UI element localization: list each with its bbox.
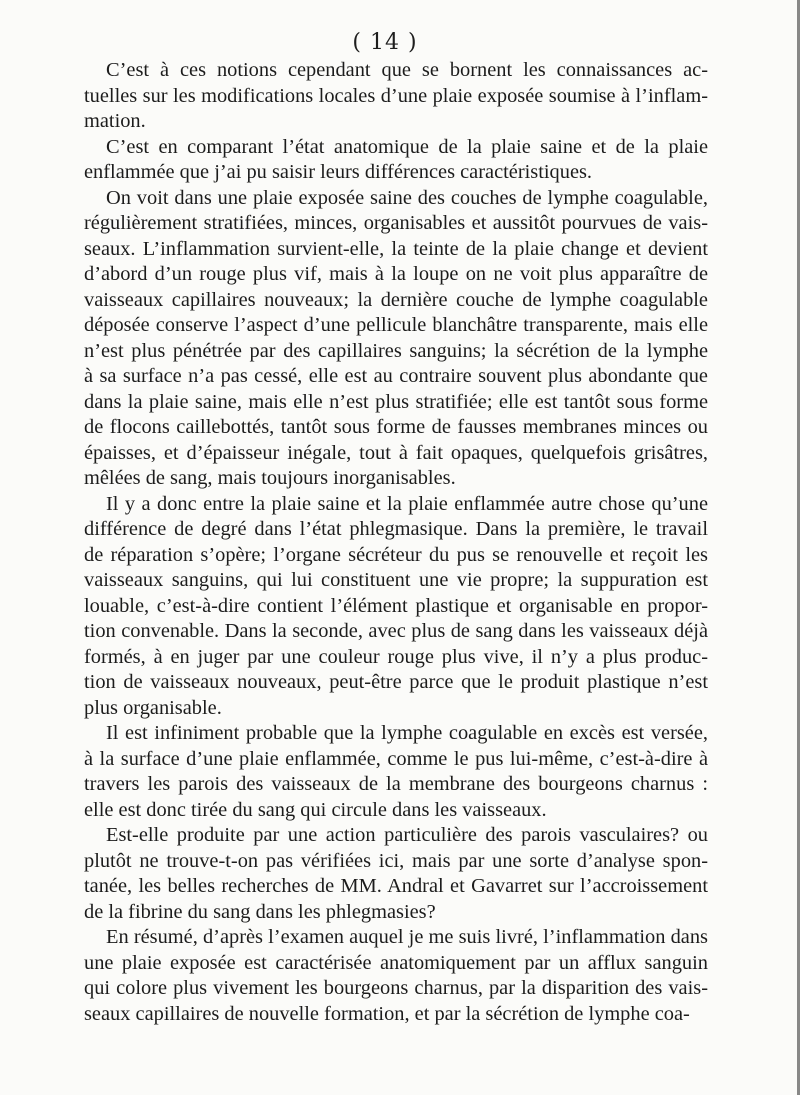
text-line: vaisseaux sanguins, qui lui constituent une vie propre; la suppuration est [84,569,708,591]
text-line: épaisses, et d’épaisseur inégale, tout à fait opaques, quelquefois grisâtres, [84,441,708,464]
text-line: enflammée que j’ai pu saisir leurs différences caractéristiques. [84,161,593,183]
paragraph [62,58,708,135]
page-number: ( 14 ) [352,30,418,55]
text-line: mêlées de sang, mais toujours inorganisables. [84,467,456,489]
text-line: de la fibrine du sang dans les phlegmasies? [84,900,436,923]
text-line: régulièrement stratifiées, minces, organisables et aussitôt pourvues de vais- [84,212,708,234]
text-line: une plaie exposée est caractérisée anatomiquement par un afflux sanguin [84,951,708,974]
text-line: qui colore plus vivement les bourgeons charnus, par la disparition des vais- [84,977,708,999]
text-line: plutôt ne trouve-t-on pas vérifiées ici, mais par une sorte d’analyse spon- [84,849,708,872]
text-line: différence de degré dans l’état phlegmasique. Dans la première, le travail [84,518,708,540]
text-line: C’est en comparant l’état anatomique de la plaie saine et de la plaie [106,135,708,158]
text-line: déposée conserve l’aspect d’une pellicule blanchâtre transparente, mais elle [84,314,708,336]
text-line: vaisseaux capillaires nouveaux; la dernière couche de lymphe coagulable [84,288,708,311]
text-line: tanée, les belles recherches de MM. Andral et Gavarret sur l’accroissement [84,875,708,897]
text-line: de flocons caillebottés, tantôt sous forme de fausses membranes minces ou [84,416,708,438]
text-line: à la surface d’une plaie enflammée, comme le pus lui-même, c’est-à-dire à [84,747,708,770]
text-line: Il y a donc entre la plaie saine et la plaie enflammée autre chose qu’une [106,492,708,515]
paragraph [62,135,708,186]
text-line: d’abord d’un rouge plus vif, mais à la loupe on ne voit plus apparaître de [84,263,708,285]
text-line: plus organisable. [84,696,222,719]
paragraph [62,721,708,823]
body-text [62,58,708,1027]
text-line: Est-elle produite par une action particulière des parois vasculaires? ou [106,824,708,846]
text-line: de réparation s’opère; l’organe sécréteur du pus se renouvelle et reçoit les [84,543,708,566]
paragraph [62,823,708,925]
text-line: On voit dans une plaie exposée saine des couches de lymphe coagulable, [106,186,708,209]
text-line: mation. [84,110,146,132]
text-line: En résumé, d’après l’examen auquel je me suis livré, l’inflammation dans [106,926,708,948]
text-line: à sa surface n’a pas cessé, elle est au contraire souvent plus abondante que [84,365,708,387]
text-line: tion de vaisseaux nouveaux, peut-être parce que le produit plastique n’est [84,671,708,693]
text-line: dans la plaie saine, mais elle n’est plus stratifiée; elle est tantôt sous forme [84,390,708,413]
text-line: tuelles sur les modifications locales d’une plaie exposée soumise à l’inflam- [84,84,708,107]
text-line: n’est plus pénétrée par des capillaires sanguins; la sécrétion de la lymphe [84,339,708,362]
paragraph [62,186,708,492]
paragraph [62,925,708,1027]
text-line: Il est infiniment probable que la lymphe coagulable en excès est versée, [106,722,708,744]
text-line: formés, à en juger par une couleur rouge plus vive, il n’y a plus produc- [84,645,708,668]
text-line: tion convenable. Dans la seconde, avec plus de sang dans les vaisseaux déjà [84,620,708,642]
text-line: C’est à ces notions cependant que se bornent les connaissances ac- [106,59,708,81]
text-line: elle est donc tirée du sang qui circule dans les vaisseaux. [84,798,547,821]
text-line: louable, c’est-à-dire contient l’élément plastique et organisable en propor- [84,594,708,617]
text-line: travers les parois des vaisseaux de la membrane des bourgeons charnus : [84,773,708,795]
paragraph [62,492,708,722]
text-line: seaux capillaires de nouvelle formation, et par la sécrétion de lymphe coa- [84,1002,690,1025]
text-line: seaux. L’inflammation survient-elle, la teinte de la plaie change et devient [84,237,708,260]
